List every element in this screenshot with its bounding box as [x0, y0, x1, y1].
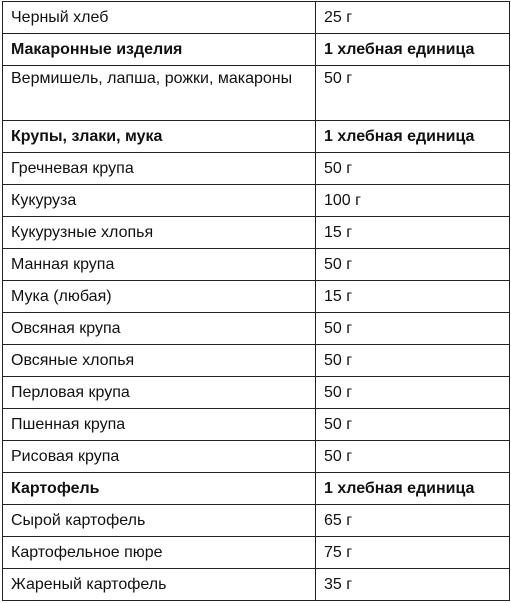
- product-name-cell: Перловая крупа: [3, 377, 316, 409]
- product-amount-cell: 50 г: [316, 377, 510, 409]
- product-name-cell: [3, 66, 316, 121]
- table-row: [3, 2, 510, 34]
- bread-units-table: [2, 1, 510, 601]
- category-amount-cell: 1 хлебная единица: [316, 473, 510, 505]
- product-amount-cell: 50 г: [316, 153, 510, 185]
- product-name-cell: Жареный картофель: [3, 569, 316, 601]
- table-row: [3, 409, 510, 441]
- product-name-cell: Мука (любая): [3, 281, 316, 313]
- table-row: [3, 249, 510, 281]
- product-amount-cell: 50 г: [316, 345, 510, 377]
- product-name-cell: Кукурузные хлопья: [3, 217, 316, 249]
- table-row: [3, 377, 510, 409]
- product-amount-cell: [316, 66, 510, 121]
- table-row: [3, 185, 510, 217]
- table-row: [3, 441, 510, 473]
- product-name-cell: Картофельное пюре: [3, 537, 316, 569]
- table-row: [3, 153, 510, 185]
- product-name-cell: Черный хлеб: [3, 2, 316, 34]
- product-name-cell: Сырой картофель: [3, 505, 316, 537]
- product-name-cell: Манная крупа: [3, 249, 316, 281]
- category-name-cell: Макаронные изделия: [3, 34, 316, 66]
- category-name-cell: Картофель: [3, 473, 316, 505]
- product-amount-cell: 15 г: [316, 281, 510, 313]
- table-row: [3, 313, 510, 345]
- table-row: [3, 569, 510, 601]
- table-row: [3, 505, 510, 537]
- product-name-cell: Рисовая крупа: [3, 441, 316, 473]
- table-row: [3, 66, 510, 121]
- table-row: [3, 217, 510, 249]
- product-name-cell: Пшенная крупа: [3, 409, 316, 441]
- product-name-cell: Кукуруза: [3, 185, 316, 217]
- category-header-row: [3, 121, 510, 153]
- product-amount-cell: 75 г: [316, 537, 510, 569]
- product-amount-cell: 25 г: [316, 2, 510, 34]
- product-amount-text: 50 г: [324, 70, 353, 87]
- product-name-cell: Овсяная крупа: [3, 313, 316, 345]
- product-amount-cell: 15 г: [316, 217, 510, 249]
- product-amount-cell: 100 г: [316, 185, 510, 217]
- table-row: [3, 537, 510, 569]
- category-amount-cell: 1 хлебная единица: [316, 34, 510, 66]
- product-name-cell: Гречневая крупа: [3, 153, 316, 185]
- product-amount-cell: 50 г: [316, 441, 510, 473]
- product-amount-cell: 50 г: [316, 249, 510, 281]
- product-amount-cell: 35 г: [316, 569, 510, 601]
- product-amount-cell: 50 г: [316, 313, 510, 345]
- product-amount-cell: 50 г: [316, 409, 510, 441]
- category-amount-cell: 1 хлебная единица: [316, 121, 510, 153]
- product-name-cell: Овсяные хлопья: [3, 345, 316, 377]
- category-header-row: [3, 34, 510, 66]
- table-row: [3, 345, 510, 377]
- table-row: [3, 281, 510, 313]
- product-amount-cell: 65 г: [316, 505, 510, 537]
- category-name-cell: Крупы, злаки, мука: [3, 121, 316, 153]
- table-body: [3, 2, 510, 601]
- product-name-text: Вермишель, лапша, рожки, макароны: [11, 70, 293, 87]
- category-header-row: [3, 473, 510, 505]
